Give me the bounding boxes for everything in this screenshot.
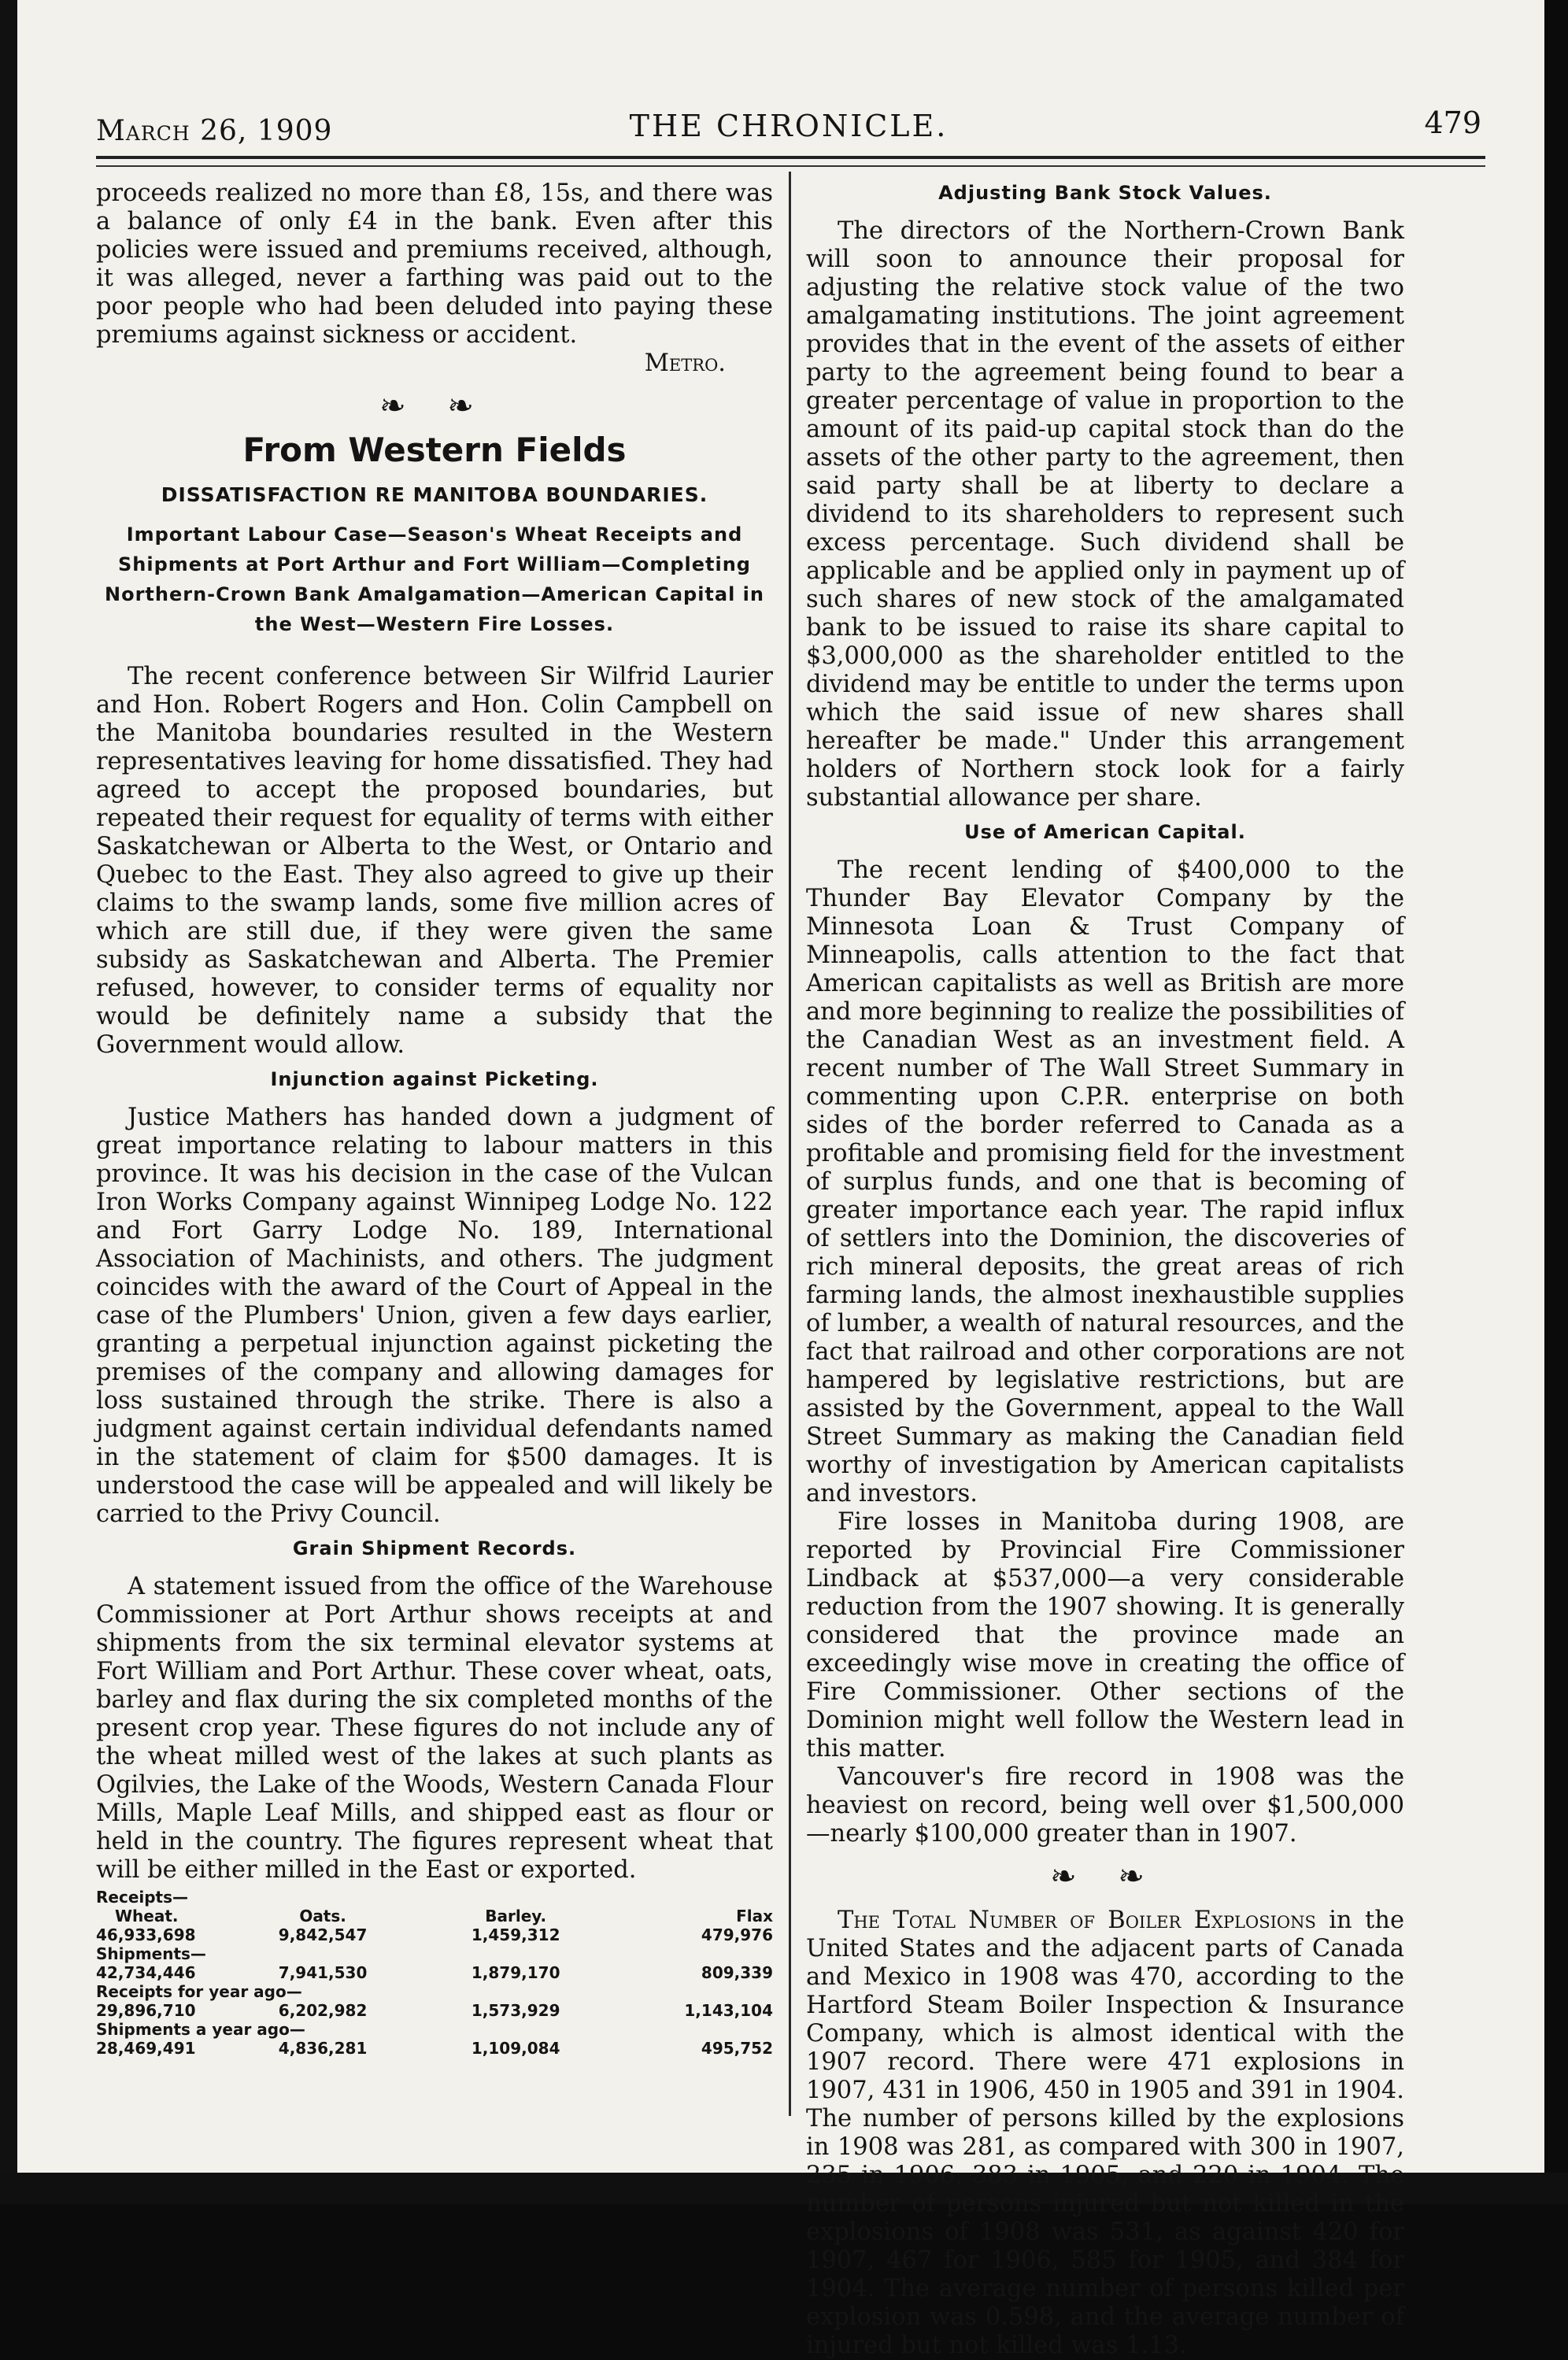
table-row: [96, 2001, 773, 2020]
grain-cell: 29,896,710: [96, 2001, 196, 2020]
grain-col-barley: Barley.: [485, 1907, 547, 1925]
grain-group-label: Shipments a year ago—: [96, 2020, 305, 2039]
subhead-bank: Adjusting Bank Stock Values.: [938, 182, 1272, 204]
intro-paragraph: proceeds realized no more than £8, 15s, and there was a balance of only £4 in the bank. Even after this policies were issued and premiums received, although, it was alleged, never a farthing was paid out to the poor people who had been deluded into paying these premiums against sickness or accident.: [96, 179, 773, 349]
column-divider: [789, 172, 791, 2116]
boiler-text: in the United States and the adjacent parts of Canada and Mexico in 1908 was 470, according to the Hartford Steam Boiler Inspection & Insurance Company, which is almost identical with the 1907 record. There were 471 explosions in 1907, 431 in 1906, 450 in 1905 and 391 in 1904. The number of persons killed by the explosions in 1908 was 281, as compared with 300 in 1907, 235 in 1906, 383 in 1905, and 220 in 1904. The number of persons injured but not killed in the explosions of 1908 was 531, as against 420 for 1907, 467 for 1906, 585 for 1905, and 384 for 1904. The average number of persons killed per explosion was 0.598, and the average number of injured but not killed was 1.13.: [806, 1907, 1404, 2359]
paragraph-boiler: [806, 1907, 1404, 2360]
ornament-divider: ❧ ❧: [379, 388, 490, 424]
grain-group-label: Shipments—: [96, 1944, 206, 1963]
grain-group-label-row: [96, 2020, 773, 2039]
grain-cell: 495,752: [701, 2039, 773, 2058]
grain-col-oats: Oats.: [299, 1907, 346, 1925]
grain-cell: 1,143,104: [684, 2001, 773, 2020]
subhead-grain: Grain Shipment Records.: [292, 1537, 577, 1559]
table-row: [96, 1925, 773, 1944]
grain-cell: 1,573,929: [471, 2001, 560, 2020]
grain-col-wheat: Wheat.: [115, 1907, 179, 1925]
ornament-divider-right: ❧ ❧: [1050, 1859, 1160, 1895]
paragraph-conference: The recent conference between Sir Wilfrid Laurier and Hon. Robert Rogers and Hon. Colin Campbell on the Manitoba boundaries resulted in the Western representatives leaving for home dissatisfied. They had agreed to accept the proposed boundaries, but repeated their request for equality of terms with either Saskatchewan or Alberta to the West, or Ontario and Quebec to the East. They also agreed to give up their claims to the swamp lands, some five million acres of which are still due, if they were given the same subsidy as Saskatchewan and Alberta. The Premier refused, however, to consider terms of equality nor would be definitely name a subsidy that the Government would allow.: [96, 663, 773, 1059]
header-date: March 26, 1909: [96, 115, 333, 147]
paragraph-fire: Fire losses in Manitoba during 1908, are reported by Provincial Fire Commissioner Lindback at $537,000—a very considerable reduction from the 1907 showing. It is generally considered that the province made an exceedingly wise move in creating the office of Fire Commissioner. Other sections of the Dominion might well follow the Western lead in this matter.: [806, 1508, 1404, 1763]
paragraph-bank: The directors of the Northern-Crown Bank will soon to announce their proposal for adjusting the relative stock value of the two amalgamating institutions. The joint agreement provides that in the event of the assets of either party to the agreement being found to bear a greater percentage of value in proportion to the amount of its paid-up capital stock than do the assets of the other party to the agreement, then said party shall be at liberty to declare a dividend to its shareholders to represent such excess percentage. Such dividend shall be applicable and be applied only in payment up of such shares of new stock of the amalgamated bank to be issued to raise its share capital to $3,000,000 as the shareholder entitled to the dividend may be entitle to under the terms upon which the said issue of new shares shall hereafter be made." Under this arrangement holders of Northern stock look for a fairly substantial allowance per share.: [806, 217, 1404, 812]
grain-cell: 46,933,698: [96, 1925, 196, 1944]
grain-cell: 6,202,982: [278, 2001, 368, 2020]
newspaper-page: [17, 0, 1544, 2359]
grain-group-label: Receipts for year ago—: [96, 1982, 302, 2001]
subhead-boundaries: DISSATISFACTION RE MANITOBA BOUNDARIES.: [161, 483, 708, 506]
grain-table: [96, 1888, 773, 2058]
boiler-lead: The Total Number of Boiler Explosions: [838, 1907, 1316, 1934]
page-header: [96, 101, 1481, 148]
grain-cell: 809,339: [701, 1963, 773, 1982]
grain-group-label: Receipts—: [96, 1888, 189, 1907]
scan-edge-left: [0, 0, 17, 2204]
subhead-injunction: Injunction against Picketing.: [270, 1068, 599, 1090]
paragraph-grain: A statement issued from the office of the Warehouse Commissioner at Port Arthur shows receipts at and shipments from the six terminal elevator systems at Fort William and Port Arthur. These cover wheat, oats, barley and flax during the six completed months of the present crop year. These figures do not include any of the wheat milled west of the lakes at such plants as Ogilvies, the Lake of the Woods, Western Canada Flour Mills, Maple Leaf Mills, and shipped east as flour or held in the country. The figures represent wheat that will be either milled in the East or exported.: [96, 1573, 773, 1884]
paragraph-injunction: Justice Mathers has handed down a judgment of great importance relating to labour matters in this province. It was his decision in the case of the Vulcan Iron Works Company against Winnipeg Lodge No. 122 and Fort Garry Lodge No. 189, International Association of Machinists, and others. The judgment coincides with the award of the Court of Appeal in the case of the Plumbers' Union, given a few days earlier, granting a perpetual injunction against picketing the premises of the company and allowing damages for loss sustained through the strike. There is also a judgment against certain individual defendants named in the statement of claim for $500 damages. It is understood the case will be appealed and will likely be carried to the Privy Council.: [96, 1104, 773, 1528]
table-row: [96, 1963, 773, 1982]
grain-cell: 7,941,530: [278, 1963, 368, 1982]
paragraph-vancouver: Vancouver's fire record in 1908 was the heaviest on record, being well over $1,500,000—nearly $100,000 greater than in 1907.: [806, 1763, 1404, 1848]
left-column: [96, 179, 773, 2058]
paragraph-capital: The recent lending of $400,000 to the Thunder Bay Elevator Company by the Minnesota Loan & Trust Company of Minneapolis, calls attention to the fact that American capitalists as well as British are more and more beginning to realize the possibilities of the Canadian West as an investment field. A recent number of The Wall Street Summary in commenting upon C.P.R. enterprise on both sides of the border referred to Canada as a profitable and promising field for the investment of surplus funds, and one that is becoming of greater importance each year. The rapid influx of settlers into the Dominion, the discoveries of rich mineral deposits, the great areas of rich farming lands, the almost inexhaustible supplies of lumber, a wealth of natural resources, and the fact that railroad and other corporations are not hampered by legislative restrictions, but are assisted by the Government, appeal to the Wall Street Summary as making the Canadian field worthy of investigation by American capitalists and investors.: [806, 856, 1404, 1507]
grain-cell: 479,976: [701, 1925, 773, 1944]
grain-header-row: [96, 1907, 773, 1925]
header-page-number: 479: [1424, 105, 1481, 140]
right-column: [806, 179, 1404, 2360]
grain-group-label-row: [96, 1888, 773, 1907]
grain-cell: 28,469,491: [96, 2039, 196, 2058]
header-rule-thin: [96, 165, 1485, 167]
signature: Metro.: [644, 350, 726, 377]
grain-group-label-row: [96, 1944, 773, 1963]
grain-cell: 4,836,281: [278, 2039, 368, 2058]
grain-cell: 1,459,312: [471, 1925, 560, 1944]
grain-cell: 1,879,170: [471, 1963, 560, 1982]
section-title: From Western Fields: [242, 431, 627, 469]
header-title: THE CHRONICLE.: [629, 109, 949, 143]
grain-cell: 9,842,547: [278, 1925, 368, 1944]
header-rule-thick: [96, 156, 1485, 159]
subhead-capital: Use of American Capital.: [964, 821, 1246, 843]
section-deck: Important Labour Case—Season's Wheat Receipts and Shipments at Port Arthur and Fort William—Completing Northern-Crown Bank Amalgamation—American Capital in the West—Western Fire Losses.: [105, 523, 764, 635]
table-row: [96, 2039, 773, 2058]
grain-cell: 1,109,084: [471, 2039, 560, 2058]
grain-col-flax: Flax: [736, 1907, 773, 1925]
grain-cell: 42,734,446: [96, 1963, 196, 1982]
grain-group-label-row: [96, 1982, 773, 2001]
